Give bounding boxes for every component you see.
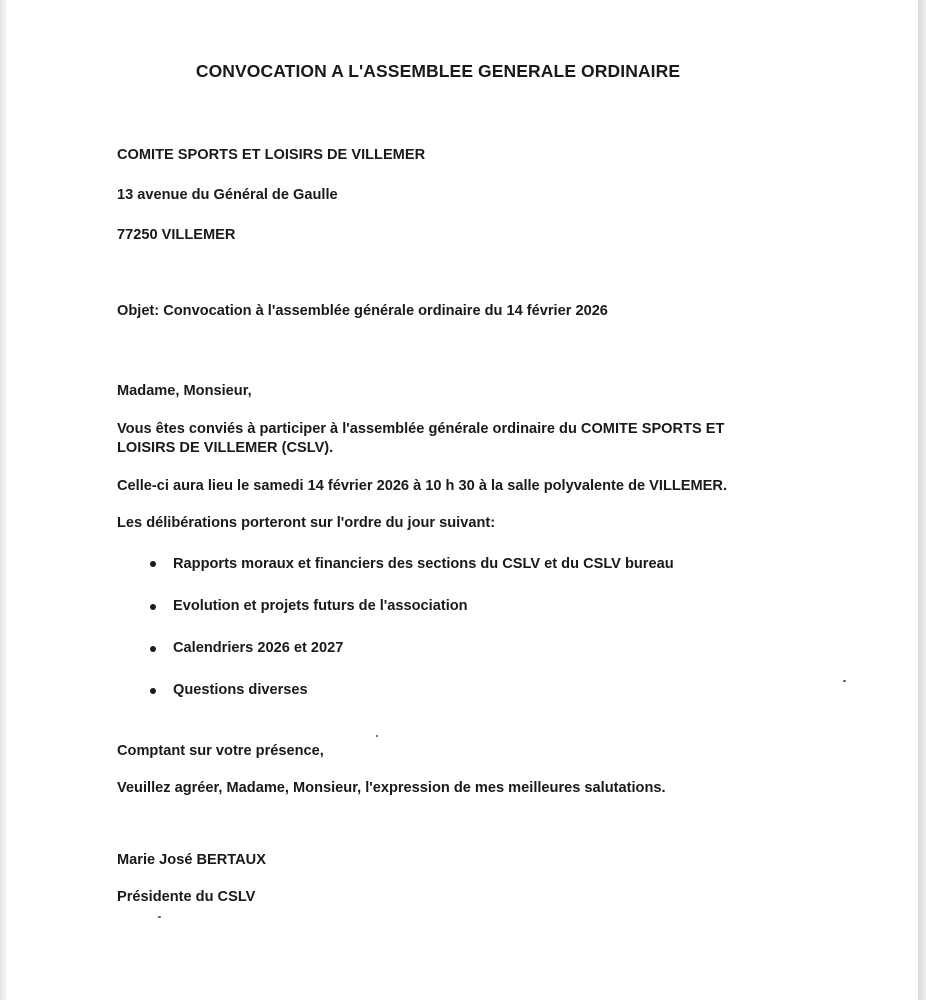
bullet-icon (150, 604, 158, 612)
bullet-icon (150, 646, 158, 654)
agenda-intro: Les délibérations porteront sur l'ordre du jour suivant: (117, 515, 496, 531)
closing-line-2: Veuillez agréer, Madame, Monsieur, l'expression de mes meilleures salutations. (117, 780, 666, 796)
agenda-item: Rapports moraux et financiers des sections du CSLV et du CSLV bureau (173, 556, 674, 572)
signature-name: Marie José BERTAUX (117, 852, 266, 868)
scan-speck (376, 735, 378, 737)
agenda-item: Calendriers 2026 et 2027 (173, 640, 344, 656)
agenda-item: Questions diverses (173, 682, 308, 698)
schedule-paragraph: Celle-ci aura lieu le samedi 14 février 2026 à 10 h 30 à la salle polyvalente de VILLEMER. (117, 478, 727, 494)
bullet-icon (150, 688, 158, 696)
subject-line: Objet: Convocation à l'assemblée générale ordinaire du 14 février 2026 (117, 303, 608, 319)
sender-city: 77250 VILLEMER (117, 227, 236, 243)
invitation-paragraph: Vous êtes conviés à participer à l'assemblée générale ordinaire du COMITE SPORTS ET LOISIRS DE VILLEMER (CSLV). (117, 421, 725, 456)
bullet-icon (150, 561, 158, 569)
document-title: CONVOCATION A L'ASSEMBLEE GENERALE ORDINAIRE (195, 61, 681, 81)
sender-name: COMITE SPORTS ET LOISIRS DE VILLEMER (117, 147, 426, 163)
scan-speck (843, 680, 846, 682)
signature-role: Présidente du CSLV (117, 889, 256, 905)
salutation: Madame, Monsieur, (117, 383, 252, 399)
scan-speck (158, 916, 161, 918)
closing-line-1: Comptant sur votre présence, (117, 743, 324, 759)
page-right-edge (918, 0, 926, 1000)
sender-street: 13 avenue du Général de Gaulle (117, 187, 338, 203)
agenda-item: Evolution et projets futurs de l'association (173, 598, 468, 614)
